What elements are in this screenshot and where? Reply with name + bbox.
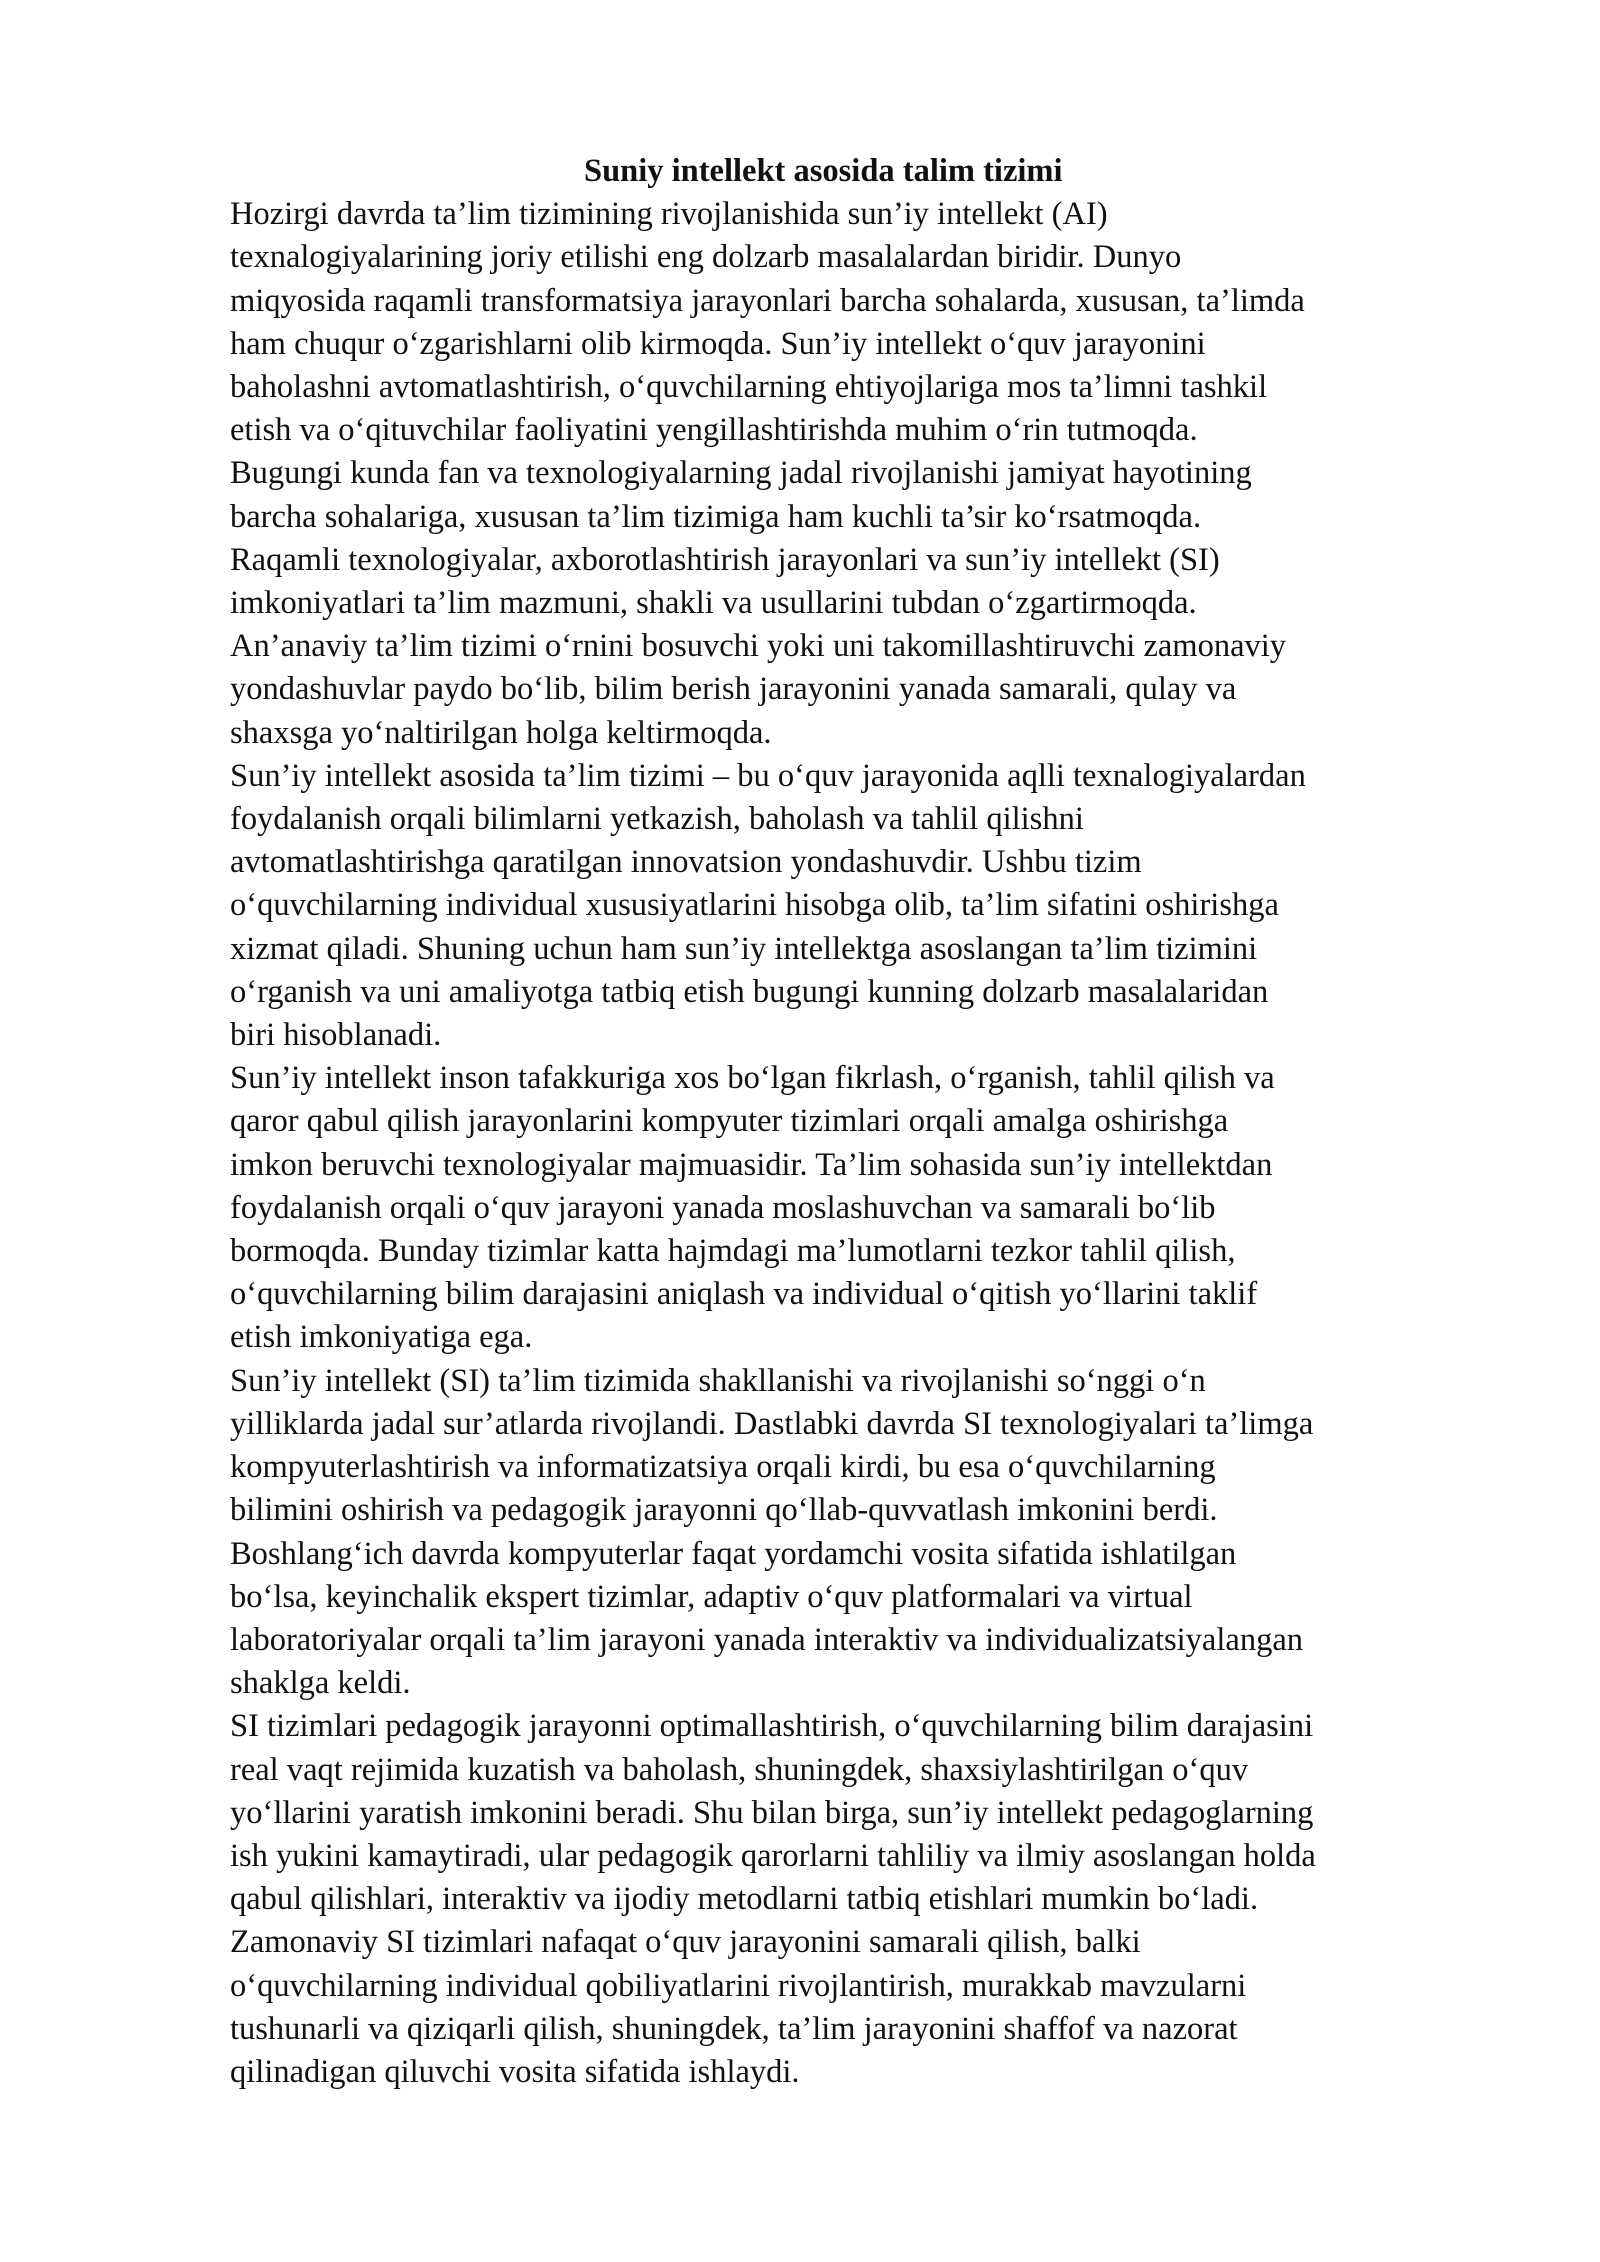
text-line: etish va o‘qituvchilar faoliyatini yengillashtirishda muhim o‘rin tutmoqda.: [230, 412, 1198, 449]
text-line: foydalanish orqali o‘quv jarayoni yanada moslashuvchan va samarali bo‘lib: [230, 1189, 1216, 1226]
text-line: laboratoriyalar orqali ta’lim jarayoni yanada interaktiv va individualizatsiyalangan: [230, 1621, 1303, 1658]
document-title: Suniy intellekt asosida talim tizimi: [584, 153, 1063, 189]
text-line: Sun’iy intellekt inson tafakkuriga xos bo‘lgan fikrlash, o‘rganish, tahlil qilish va: [230, 1060, 1275, 1097]
text-line: yo‘llarini yaratish imkonini beradi. Shu bilan birga, sun’iy intellekt pedagoglarning: [230, 1794, 1314, 1831]
text-line: Raqamli texnologiyalar, axborotlashtirish jarayonlari va sun’iy intellekt (SI): [230, 541, 1220, 578]
text-line: bilimini oshirish va pedagogik jarayonni qo‘llab-quvvatlash imkonini berdi.: [230, 1492, 1218, 1529]
text-line: real vaqt rejimida kuzatish va baholash, shuningdek, shaxsiylashtirilgan o‘quv: [230, 1751, 1249, 1788]
text-line: yilliklarda jadal sur’atlarda rivojlandi. Dastlabki davrda SI texnologiyalari ta’limga: [230, 1405, 1314, 1442]
paragraph: [230, 452, 1492, 754]
text-line: yondashuvlar paydo bo‘lib, bilim berish jarayonini yanada samarali, qulay va: [230, 671, 1237, 708]
text-line: o‘quvchilarning bilim darajasini aniqlash va individual o‘qitish yo‘llarini taklif: [230, 1276, 1258, 1313]
text-line: qaror qabul qilish jarayonlarini kompyuter tizimlari orqali amalga oshirishga: [230, 1103, 1229, 1140]
text-line: avtomatlashtirishga qaratilgan innovatsion yondashuvdir. Ushbu tizim: [230, 844, 1142, 881]
paragraph: [230, 1057, 1492, 1359]
text-line: kompyuterlashtirish va informatizatsiya orqali kirdi, bu esa o‘quvchilarning: [230, 1449, 1216, 1486]
text-line: etish imkoniyatiga ega.: [230, 1319, 533, 1356]
text-line: xizmat qiladi. Shuning uchun ham sun’iy intellektga asoslangan ta’lim tizimini: [230, 930, 1258, 967]
text-line: Zamonaviy SI tizimlari nafaqat o‘quv jarayonini samarali qilish, balki: [230, 1924, 1141, 1961]
text-line: qabul qilishlari, interaktiv va ijodiy metodlarni tatbiq etishlari mumkin bo‘ladi.: [230, 1881, 1259, 1918]
paragraph: [230, 1360, 1492, 1706]
text-line: foydalanish orqali bilimlarni yetkazish, baholash va tahlil qilishni: [230, 801, 1084, 838]
text-line: Sun’iy intellekt (SI) ta’lim tizimida shakllanishi va rivojlanishi so‘nggi o‘n: [230, 1362, 1206, 1399]
paragraph: [230, 755, 1492, 1057]
text-line: Hozirgi davrda ta’lim tizimining rivojlanishida sun’iy intellekt (AI): [230, 196, 1108, 233]
text-line: texnalogiyalarining joriy etilishi eng dolzarb masalalardan biridir. Dunyo: [230, 239, 1182, 276]
text-line: o‘quvchilarning individual qobiliyatlarini rivojlantirish, murakkab mavzularni: [230, 1967, 1247, 2004]
text-line: SI tizimlari pedagogik jarayonni optimallashtirish, o‘quvchilarning bilim darajasini: [230, 1708, 1314, 1745]
text-line: shaklga keldi.: [230, 1665, 411, 1702]
text-line: biri hisoblanadi.: [230, 1017, 442, 1054]
text-line: Bugungi kunda fan va texnologiyalarning jadal rivojlanishi jamiyat hayotining: [230, 455, 1252, 492]
text-line: qilinadigan qiluvchi vosita sifatida ishlaydi.: [230, 2053, 800, 2090]
paragraph-list: [230, 193, 1492, 2094]
text-line: ham chuqur o‘zgarishlarni olib kirmoqda. Sun’iy intellekt o‘quv jarayonini: [230, 325, 1206, 362]
text-line: Sun’iy intellekt asosida ta’lim tizimi – bu o‘quv jarayonida aqlli texnalogiyalardan: [230, 757, 1306, 794]
text-line: miqyosida raqamli transformatsiya jarayonlari barcha sohalarda, xususan, ta’limda: [230, 282, 1305, 319]
paragraph: [230, 1705, 1492, 2094]
text-line: shaxsga yo‘naltirilgan holga keltirmoqda.: [230, 714, 772, 751]
text-line: baholashni avtomatlashtirish, o‘quvchilarning ehtiyojlariga mos ta’limni tashkil: [230, 369, 1268, 406]
text-line: imkoniyatlari ta’lim mazmuni, shakli va usullarini tubdan o‘zgartirmoqda.: [230, 585, 1197, 622]
document-body: [230, 150, 1492, 2094]
text-line: An’anaviy ta’lim tizimi o‘rnini bosuvchi yoki uni takomillashtiruvchi zamonaviy: [230, 628, 1287, 665]
text-line: bormoqda. Bunday tizimlar katta hajmdagi ma’lumotlarni tezkor tahlil qilish,: [230, 1233, 1236, 1270]
text-line: o‘rganish va uni amaliyotga tatbiq etish bugungi kunning dolzarb masalalaridan: [230, 973, 1269, 1010]
text-line: tushunarli va qiziqarli qilish, shuningdek, ta’lim jarayonini shaffof va nazorat: [230, 2010, 1238, 2047]
text-line: o‘quvchilarning individual xususiyatlarini hisobga olib, ta’lim sifatini oshirishga: [230, 887, 1279, 924]
text-line: barcha sohalariga, xususan ta’lim tizimiga ham kuchli ta’sir ko‘rsatmoqda.: [230, 498, 1202, 535]
text-line: Boshlang‘ich davrda kompyuterlar faqat yordamchi vosita sifatida ishlatilgan: [230, 1535, 1237, 1572]
paragraph: [230, 193, 1492, 452]
text-line: bo‘lsa, keyinchalik ekspert tizimlar, adaptiv o‘quv platformalari va virtual: [230, 1578, 1193, 1615]
text-line: imkon beruvchi texnologiyalar majmuasidir. Ta’lim sohasida sun’iy intellektdan: [230, 1146, 1273, 1183]
text-line: ish yukini kamaytiradi, ular pedagogik qarorlarni tahliliy va ilmiy asoslangan holda: [230, 1837, 1316, 1874]
